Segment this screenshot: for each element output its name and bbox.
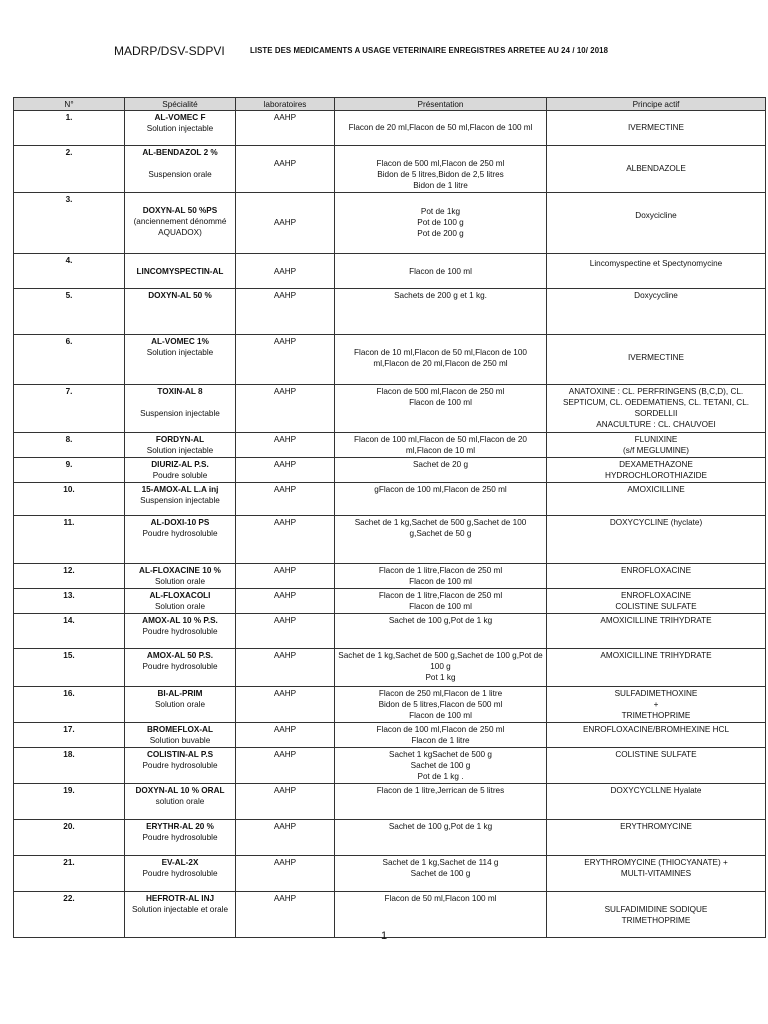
presentation-cell: Flacon de 1 litre,Flacon de 250 ml Flacon de 100 ml: [335, 564, 547, 589]
active-ingredient-cell: AMOXICILLINE TRIHYDRATE: [547, 649, 766, 687]
active-ingredient-cell: Doxycycline: [547, 289, 766, 335]
laboratory-cell: AAHP: [236, 614, 335, 649]
row-number: 15.: [14, 649, 125, 687]
table-row: [14, 483, 766, 516]
row-number: 16.: [14, 687, 125, 723]
row-number: 10.: [14, 483, 125, 516]
row-number: 1.: [14, 111, 125, 146]
active-ingredient-cell: COLISTINE SULFATE: [547, 748, 766, 784]
table-row: [14, 589, 766, 614]
laboratory-cell: AAHP: [236, 335, 335, 385]
table-row: [14, 687, 766, 723]
presentation-cell: Flacon de 500 ml,Flacon de 250 ml Bidon de 5 litres,Bidon de 2,5 litres Bidon de 1 litre: [335, 146, 547, 193]
product-name: TOXIN-AL 8: [157, 387, 203, 396]
specialty-cell: [125, 748, 236, 784]
product-form: Solution orale: [154, 700, 206, 709]
product-name: AMOX-AL 10 % P.S.: [142, 616, 218, 625]
row-number: 9.: [14, 458, 125, 483]
row-number: 3.: [14, 193, 125, 254]
product-form: Suspension injectable: [140, 496, 220, 505]
product-name: DOXYN-AL 10 % ORAL: [135, 786, 225, 795]
table-row: [14, 784, 766, 820]
table-row: [14, 385, 766, 433]
presentation-cell: Flacon de 100 ml,Flacon de 50 ml,Flacon de 20 ml,Flacon de 10 ml: [335, 433, 547, 458]
laboratory-cell: AAHP: [236, 892, 335, 938]
row-number: 14.: [14, 614, 125, 649]
presentation-cell: Flacon de 500 ml,Flacon de 250 ml Flacon de 100 ml: [335, 385, 547, 433]
laboratory-cell: AAHP: [236, 723, 335, 748]
specialty-cell: [125, 111, 236, 146]
product-name: AL-FLOXACINE 10 %: [139, 566, 221, 575]
specialty-cell: [125, 193, 236, 254]
presentation-cell: Flacon de 100 ml: [335, 254, 547, 289]
active-ingredient-cell: AMOXICILLINE TRIHYDRATE: [547, 614, 766, 649]
active-ingredient-cell: DOXYCYCLLNE Hyalate: [547, 784, 766, 820]
specialty-cell: [125, 820, 236, 856]
active-ingredient-cell: AMOXICILLINE: [547, 483, 766, 516]
active-ingredient-cell: SULFADIMIDINE SODIQUE TRIMETHOPRIME: [547, 892, 766, 938]
presentation-cell: Flacon de 250 ml,Flacon de 1 litre Bidon de 5 litres,Flacon de 500 ml Flacon de 100 ml: [335, 687, 547, 723]
product-name: 15-AMOX-AL L.A inj: [141, 485, 219, 494]
active-ingredient-cell: ENROFLOXACINE/BROMHEXINE HCL: [547, 723, 766, 748]
active-ingredient-cell: FLUNIXINE (s/f MEGLUMINE): [547, 433, 766, 458]
row-number: 12.: [14, 564, 125, 589]
product-name: AL-FLOXACOLI: [149, 591, 211, 600]
specialty-cell: [125, 458, 236, 483]
laboratory-cell: AAHP: [236, 516, 335, 564]
laboratory-cell: AAHP: [236, 146, 335, 193]
column-header-number: N°: [14, 98, 125, 111]
specialty-cell: [125, 146, 236, 193]
product-form: Poudre hydrosoluble: [142, 627, 218, 636]
specialty-cell: [125, 385, 236, 433]
table-row: [14, 433, 766, 458]
table-row: [14, 856, 766, 892]
table-row: [14, 193, 766, 254]
column-header-laboratories: laboratoires: [236, 98, 335, 111]
specialty-cell: [125, 564, 236, 589]
active-ingredient-cell: IVERMECTINE: [547, 111, 766, 146]
page-header: [0, 44, 768, 64]
table-row: [14, 748, 766, 784]
row-number: 22.: [14, 892, 125, 938]
product-name: ERYTHR-AL 20 %: [146, 822, 214, 831]
presentation-cell: Flacon de 20 ml,Flacon de 50 ml,Flacon de 100 ml: [335, 111, 547, 146]
product-form: Solution injectable et orale: [131, 905, 229, 914]
row-number: 7.: [14, 385, 125, 433]
active-ingredient-cell: DEXAMETHAZONE HYDROCHLOROTHIAZIDE: [547, 458, 766, 483]
product-name: BI-AL-PRIM: [157, 689, 203, 698]
laboratory-cell: AAHP: [236, 856, 335, 892]
row-number: 2.: [14, 146, 125, 193]
row-number: 5.: [14, 289, 125, 335]
product-name: DOXYN-AL 50 %PS: [142, 206, 218, 215]
presentation-cell: Flacon de 10 ml,Flacon de 50 ml,Flacon de 100 ml,Flacon de 20 ml,Flacon de 250 ml: [335, 335, 547, 385]
product-name: DOXYN-AL 50 %: [148, 291, 212, 300]
active-ingredient-cell: IVERMECTINE: [547, 335, 766, 385]
active-ingredient-cell: ANATOXINE : CL. PERFRINGENS (B,C,D), CL. SEPTICUM, CL. OEDEMATIENS, CL. TETANI, CL. SORDELLII ANACULTURE : CL. CHAUVOEI: [547, 385, 766, 433]
presentation-cell: Sachets de 200 g et 1 kg.: [335, 289, 547, 335]
laboratory-cell: AAHP: [236, 649, 335, 687]
table-row: [14, 289, 766, 335]
laboratory-cell: AAHP: [236, 748, 335, 784]
laboratory-cell: AAHP: [236, 564, 335, 589]
row-number: 13.: [14, 589, 125, 614]
laboratory-cell: AAHP: [236, 433, 335, 458]
product-form: solution orale: [155, 797, 205, 806]
table-row: [14, 335, 766, 385]
product-form: Poudre hydrosoluble: [142, 529, 218, 538]
laboratory-cell: AAHP: [236, 820, 335, 856]
document-title: LISTE DES MEDICAMENTS A USAGE VETERINAIRE ENREGISTRES ARRETEE AU 24 / 10/ 2018: [250, 46, 609, 55]
specialty-cell: [125, 589, 236, 614]
presentation-cell: Sachet de 20 g: [335, 458, 547, 483]
product-name: AL-VOMEC 1%: [151, 337, 209, 346]
column-header-specialty: Spécialité: [125, 98, 236, 111]
product-name: FORDYN-AL: [155, 435, 205, 444]
column-header-active-ingredient: Principe actif: [547, 98, 766, 111]
product-form: Poudre hydrosoluble: [142, 761, 218, 770]
product-form: (anciennement dénommé AQUADOX): [133, 217, 227, 237]
presentation-cell: Flacon de 1 litre,Jerrican de 5 litres: [335, 784, 547, 820]
row-number: 20.: [14, 820, 125, 856]
table-row: [14, 146, 766, 193]
product-form: Suspension orale: [148, 170, 212, 179]
active-ingredient-cell: ENROFLOXACINE COLISTINE SULFATE: [547, 589, 766, 614]
product-form: Solution injectable: [146, 446, 214, 455]
column-header-presentation: Présentation: [335, 98, 547, 111]
row-number: 6.: [14, 335, 125, 385]
table-row: [14, 649, 766, 687]
specialty-cell: [125, 289, 236, 335]
product-name: BROMEFLOX-AL: [147, 725, 213, 734]
product-form: Solution buvable: [149, 736, 211, 745]
specialty-cell: [125, 856, 236, 892]
laboratory-cell: AAHP: [236, 111, 335, 146]
specialty-cell: [125, 254, 236, 289]
active-ingredient-cell: ENROFLOXACINE: [547, 564, 766, 589]
product-name: AL-BENDAZOL 2 %: [142, 148, 218, 157]
presentation-cell: Sachet de 100 g,Pot de 1 kg: [335, 820, 547, 856]
table-row: [14, 723, 766, 748]
laboratory-cell: AAHP: [236, 458, 335, 483]
product-name: EV-AL-2X: [161, 858, 199, 867]
laboratory-cell: AAHP: [236, 289, 335, 335]
table-row: [14, 820, 766, 856]
row-number: 21.: [14, 856, 125, 892]
row-number: 19.: [14, 784, 125, 820]
active-ingredient-cell: SULFADIMETHOXINE + TRIMETHOPRIME: [547, 687, 766, 723]
active-ingredient-cell: Lincomyspectine et Spectynomycine: [547, 254, 766, 289]
table-row: [14, 111, 766, 146]
product-form: Solution injectable: [146, 124, 214, 133]
product-name: AL-DOXI-10 PS: [150, 518, 210, 527]
row-number: 4.: [14, 254, 125, 289]
presentation-cell: gFlacon de 100 ml,Flacon de 250 ml: [335, 483, 547, 516]
active-ingredient-cell: Doxycicline: [547, 193, 766, 254]
active-ingredient-cell: ALBENDAZOLE: [547, 146, 766, 193]
medications-table: [13, 97, 766, 938]
product-name: HEFROTR-AL INJ: [145, 894, 215, 903]
specialty-cell: [125, 335, 236, 385]
specialty-cell: [125, 687, 236, 723]
product-name: LINCOMYSPECTIN-AL: [136, 267, 224, 276]
product-form: Solution injectable: [146, 348, 214, 357]
product-form: Poudre hydrosoluble: [142, 833, 218, 842]
laboratory-cell: AAHP: [236, 687, 335, 723]
active-ingredient-cell: ERYTHROMYCINE (THIOCYANATE) + MULTI-VITAMINES: [547, 856, 766, 892]
table-row: [14, 254, 766, 289]
laboratory-cell: AAHP: [236, 193, 335, 254]
laboratory-cell: AAHP: [236, 483, 335, 516]
laboratory-cell: AAHP: [236, 784, 335, 820]
row-number: 11.: [14, 516, 125, 564]
product-form: Poudre hydrosoluble: [142, 869, 218, 878]
product-form: Poudre soluble: [152, 471, 208, 480]
product-form: Solution orale: [154, 577, 206, 586]
organization-label: MADRP/DSV-SDPVI: [114, 44, 225, 58]
specialty-cell: [125, 649, 236, 687]
presentation-cell: Flacon de 1 litre,Flacon de 250 ml Flacon de 100 ml: [335, 589, 547, 614]
specialty-cell: [125, 723, 236, 748]
product-name: AMOX-AL 50 P.S.: [146, 651, 214, 660]
product-form: Suspension injectable: [140, 409, 220, 418]
product-name: COLISTIN-AL P.S: [146, 750, 214, 759]
presentation-cell: Flacon de 50 ml,Flacon 100 ml: [335, 892, 547, 938]
table-row: [14, 614, 766, 649]
specialty-cell: [125, 483, 236, 516]
laboratory-cell: AAHP: [236, 254, 335, 289]
laboratory-cell: AAHP: [236, 385, 335, 433]
specialty-cell: [125, 433, 236, 458]
specialty-cell: [125, 516, 236, 564]
active-ingredient-cell: DOXYCYCLINE (hyclate): [547, 516, 766, 564]
product-name: DIURIZ-AL P.S.: [151, 460, 209, 469]
page-number: 1: [380, 930, 388, 942]
specialty-cell: [125, 784, 236, 820]
table-row: [14, 516, 766, 564]
product-name: AL-VOMEC F: [154, 113, 206, 122]
presentation-cell: Sachet de 100 g,Pot de 1 kg: [335, 614, 547, 649]
product-form: Solution orale: [154, 602, 206, 611]
presentation-cell: Flacon de 100 ml,Flacon de 250 ml Flacon de 1 litre: [335, 723, 547, 748]
presentation-cell: Sachet de 1 kg,Sachet de 500 g,Sachet de 100 g,Pot de 100 g Pot 1 kg: [335, 649, 547, 687]
table-row: [14, 564, 766, 589]
specialty-cell: [125, 614, 236, 649]
presentation-cell: Sachet de 1 kg,Sachet de 114 g Sachet de 100 g: [335, 856, 547, 892]
row-number: 8.: [14, 433, 125, 458]
row-number: 18.: [14, 748, 125, 784]
product-form: Poudre hydrosoluble: [142, 662, 218, 671]
presentation-cell: Pot de 1kg Pot de 100 g Pot de 200 g: [335, 193, 547, 254]
presentation-cell: Sachet de 1 kg,Sachet de 500 g,Sachet de 100 g,Sachet de 50 g: [335, 516, 547, 564]
active-ingredient-cell: ERYTHROMYCINE: [547, 820, 766, 856]
table-header-row: [14, 98, 766, 111]
table-row: [14, 458, 766, 483]
row-number: 17.: [14, 723, 125, 748]
presentation-cell: Sachet 1 kgSachet de 500 g Sachet de 100 g Pot de 1 kg .: [335, 748, 547, 784]
laboratory-cell: AAHP: [236, 589, 335, 614]
